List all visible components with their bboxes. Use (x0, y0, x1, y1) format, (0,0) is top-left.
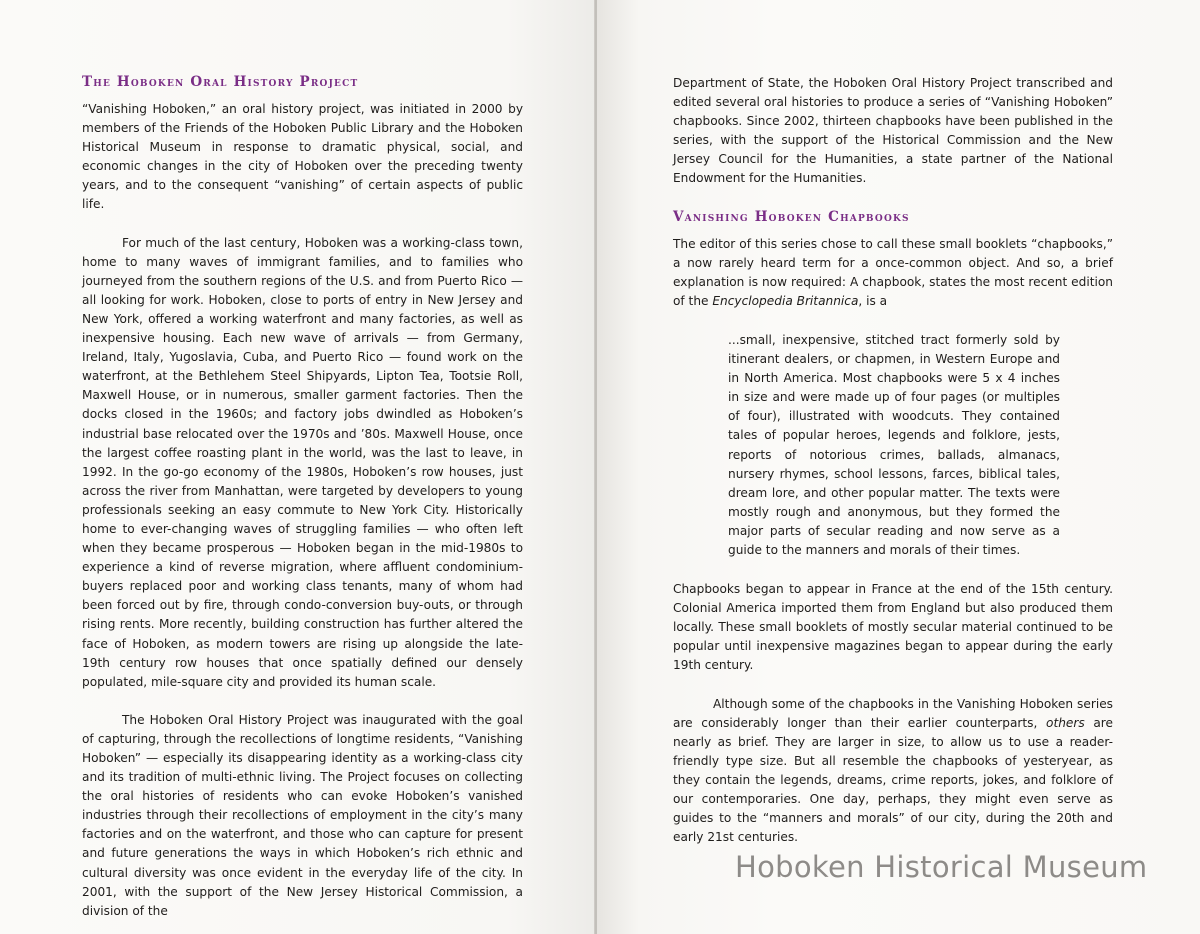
text-span: , is a (858, 293, 888, 308)
paragraph-intro: “Vanishing Hoboken,” an oral history project, was initiated in 2000 by members of the Friends of the Hoboken Public Library and the Hoboken Historical Museum in response to dramatic physical, social, and economic changes in the city of Hoboken over the preceding twenty years, and to the consequent “vanishing” of certain aspects of public life. (82, 102, 523, 212)
encyclopedia-title: Encyclopedia Britannica (712, 293, 859, 308)
paragraph-project: The Hoboken Oral History Project was inaugurated with the goal of capturing, through the recollections of longtime residents, “Vanishing Hoboken” — especially its disappearing identity as a working-class city and its tradition of multi-ethnic living. The Project focuses on collecting the oral histories of residents who can evoke Hoboken’s vanished industries through their recollections of employment in the city’s many factories and on the waterfront, and those who can capture for present and future generations the ways in which Hoboken’s rich ethnic and cultural diversity was once evident in the everyday life of the city. In 2001, with the support of the New Jersey Historical Commission, a division of the (82, 712, 523, 918)
text-span: The editor of this series chose to call these small booklets “chapbooks,” a now rarely heard term for a once-common object. And so, a brief explanation is now required: A chapbook, states the most recent edition of the (673, 236, 1113, 308)
paragraph-series-description (673, 695, 1113, 848)
paragraph-chapbook-definition (673, 235, 1113, 311)
encyclopedia-quote: ...small, inexpensive, stitched tract formerly sold by itinerant dealers, or chapmen, in Western Europe and in North America. Most chapbooks were 5 x 4 inches in size and were made up of four pages (or multiples of four), illustrated with woodcuts. They contained tales of popular heroes, legends and folklore, jests, reports of notorious crimes, ballads, almanacs, nursery rhymes, school lessons, farces, biblical tales, dream lore, and other popular matter. The texts were mostly rough and anonymous, but they formed the major parts of secular reading and now serve as a guide to the manners and morals of their times. (728, 332, 1060, 557)
paragraph-continued: Department of State, the Hoboken Oral History Project transcribed and edited several oral histories to produce a series of “Vanishing Hoboken” chapbooks. Since 2002, thirteen chapbooks have been published in the series, with the support of the Historical Commission and the New Jersey Council for the Humanities, a state partner of the National Endowment for the Humanities. (673, 76, 1113, 186)
right-page (597, 0, 1200, 934)
left-column (82, 74, 523, 921)
paragraph-chapbook-origins: Chapbooks began to appear in France at the end of the 15th century. Colonial America imported them from England but also produced them locally. These small booklets of mostly secular material continued to be popular until inexpensive magazines began to appear during the early 19th century. (673, 582, 1113, 673)
left-page (0, 0, 596, 934)
section-heading-oral-history: The Hoboken Oral History Project (82, 74, 359, 90)
emphasis-others: others (1046, 715, 1085, 730)
paragraph-history: For much of the last century, Hoboken was a working-class town, home to many waves of immigrant families, and to families who journeyed from the southern regions of the U.S. and from Puerto Rico — all looking for work. Hoboken, close to ports of entry in New Jersey and New York, offered a working waterfront and many factories, as well as inexpensive housing. Each new wave of arrivals — from Germany, Ireland, Italy, Yugoslavia, Cuba, and Puerto Rico — found work on the waterfront, at the Bethlehem Steel Shipyards, Lipton Tea, Tootsie Roll, Maxwell House, or in numerous, smaller garment factories. Then the docks closed in the 1960s; and factory jobs dwindled as Hoboken’s industrial base relocated over the 1970s and ’80s. Maxwell House, once the largest coffee roasting plant in the world, was the last to leave, in 1992. In the go-go economy of the 1980s, Hoboken’s row houses, just across the river from Manhattan, were targeted by developers to young professionals seeking an easy commute to New York City. Historically home to ever-changing waves of struggling families — who often left when they became prosperous — Hoboken began in the mid-1980s to experience a kind of reverse migration, where affluent condominium-buyers replaced poor and working class tenants, many of whom had been forced out by fire, through condo-conversion buy-outs, or through rising rents. More recently, building construction has further altered the face of Hoboken, as modern towers are rising up alongside the late-19th century row houses that once spatially defined our densely populated, mile-square city and provided its human scale. (82, 235, 523, 689)
text-span: Although some of the chapbooks in the Vanishing Hoboken series are considerably longer than their earlier counterparts, (673, 696, 1113, 730)
right-column (673, 74, 1113, 847)
museum-watermark: Hoboken Historical Museum (735, 850, 1148, 884)
section-heading-chapbooks: Vanishing Hoboken Chapbooks (673, 208, 910, 225)
text-span: are nearly as brief. They are larger in size, to allow us to use a reader-friendly type size. But all resemble the chapbooks of yesteryear, as they contain the legends, dreams, crime reports, jokes, and folklore of our contemporaries. One day, perhaps, they might even serve as guides to the “manners and morals” of our city, during the 20th and early 21st centuries. (673, 715, 1113, 845)
